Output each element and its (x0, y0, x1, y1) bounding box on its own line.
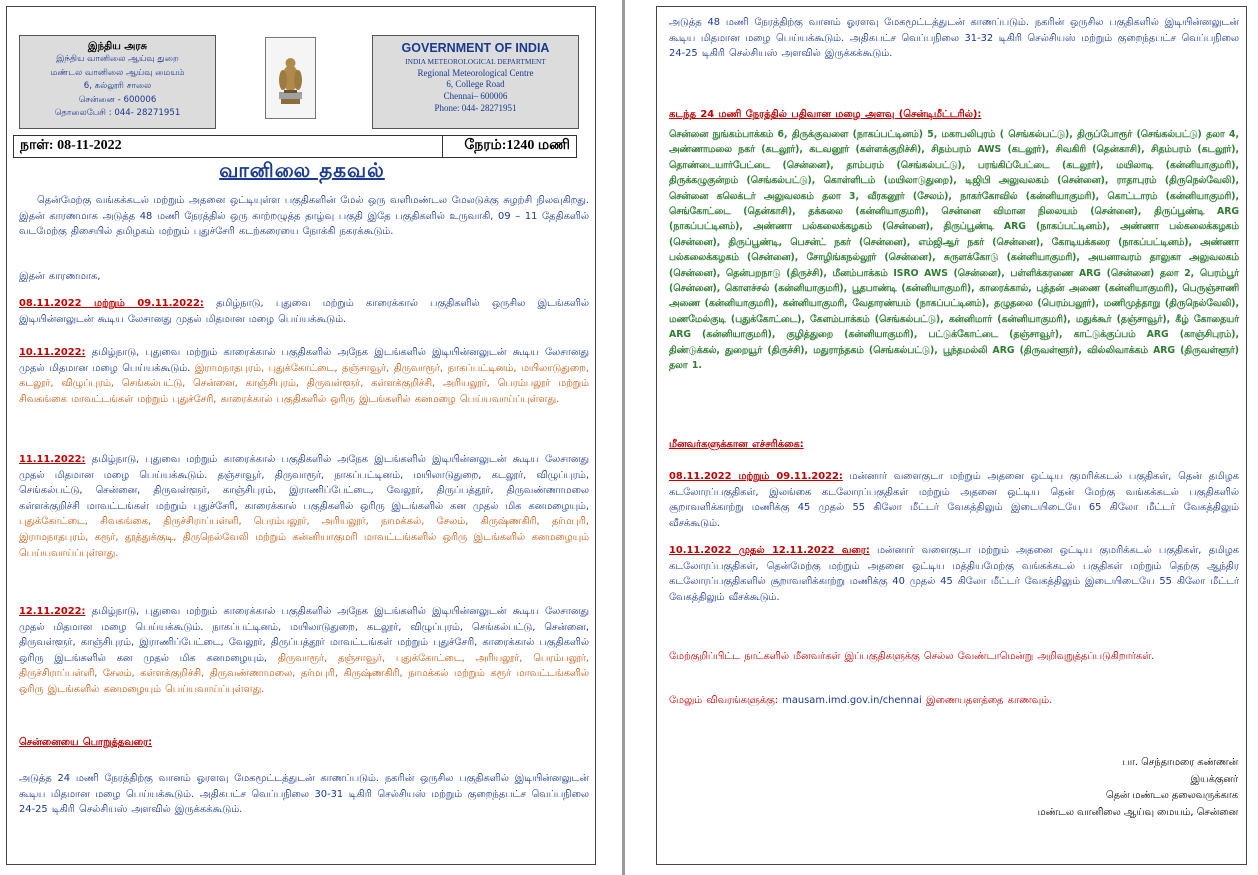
warning-text: மன்னார் வளைகுடா மற்றும் அதனை ஒட்டிய குமரிக்கடல் பகுதிகள், தென் தமிழக கடலோரப்பகுதிகள், இலங்கை கடலோரப்பகுதிகள் மற்றும் அதனை ஒட்டிய தென் மேற்கு வங்கக்கடல் பகுதிகளில் சூறாவளிக்காற்று மணிக்கு 45 முதல் 55 கிலோ மீட்டர் வேகத்திலும் இடையிடையே 65 கிலோ மீட்டர் வேகத்திலும் வீசக்கூடும். (669, 471, 1239, 529)
website-link[interactable]: mausam.imd.gov.in/chennai (782, 695, 922, 706)
header-line: Regional Meteorological Centre (417, 67, 534, 78)
fishermen-warning-1 (669, 469, 1239, 531)
header-english-address (372, 35, 579, 129)
header-line: Chennai– 600006 (443, 91, 508, 102)
cause-line: இதன் காரணமாக, (19, 271, 101, 282)
date-time-bar (13, 135, 577, 158)
divider (442, 136, 443, 157)
forecast-text: தமிழ்நாடு, புதுவை மற்றும் காரைக்கால் பகுதிகளில் அநேக இடங்களில் இடியின்னலுடன் கூடிய லேசானது முதல் மிதமான மழை பெய்யக்கூடும். நாகப்பட்டினம், மயிலாடுதுறை, கடலூர், விழுப்புரம், செங்கல்பட்டு, சென்னை, திருவள்ளூர், காஞ்சிபுரம், இராணிப்பேட்டை, வேலூர், திருப்பத்தூர் மாவட்டங்கள் மற்றும் புதுச்சேரி, காரைக்கால் பகுதிகளில் ஒரிரு இடங்களில் கன முதல் மிக கனமழையும், (19, 606, 589, 664)
signatory-name: பா. செந்தாமரை கண்ணன் (1122, 757, 1238, 768)
forecast-text: தமிழ்நாடு, புதுவை மற்றும் காரைக்கால் பகுதிகளில் அநேக இடங்களில் இடியின்னலுடன் கூடிய லேசானது முதல் மிதமான மழை பெய்யக்கூடும். (19, 347, 589, 374)
signatory-office: மண்டல வானிலை ஆய்வு மையம், சென்னை (1037, 806, 1238, 818)
forecast-text: தமிழ்நாடு, புதுவை மற்றும் காரைக்கால் பகுதிகளில் ஒருசில இடங்களில் இடியின்னலுடன் கூடிய லேசானது முதல் மிதமான மழை பெய்யக்கூடும். (19, 298, 589, 325)
header-tamil-address (19, 35, 216, 129)
intro-paragraph: தென்மேற்கு வங்கக்கடல் மற்றும் அதனை ஒட்டியுள்ள பகுதிகளின் மேல் ஒரு வளிமண்டல மேலடுக்கு சுழற்சி நிலவுகிறது. இதன் காரணமாக அடுத்த 48 மணி நேரத்தில் ஒரு காற்றழுத்த தாழ்வு பகுதி இதே பகுதிகளில் உருவாகி, 09 – 11 தேதிகளில் வடமேற்கு திசையில் தமிழகம் மற்றும் புதுச்சேரி கடற்கரையை நோக்கி நகரக்கூடும். (19, 195, 589, 238)
more-info-line (669, 693, 1239, 709)
forecast-date: 10.11.2022: (19, 347, 86, 358)
page-title: வானிலை தகவல் (219, 158, 385, 182)
ashoka-emblem-icon (265, 37, 316, 119)
heavy-rain-text: திருவாரூர், தஞ்சாவூர், புதுக்கோட்டை, அரியலூர், பெரம்பலூர், திருச்சிராப்பள்ளி, சேலம், கள்ளக்குறிச்சி, திருவண்ணாமலை, தர்மபுரி, கிருஷ்ணகிரி, நாமக்கல் மற்றும் கரூர் மாவட்டங்களில் ஒரிரு இடங்களில் கனமழையும் பெய்யவாய்ப்புள்ளது. (19, 652, 590, 695)
header-line: சென்னை - 600006 (78, 94, 157, 105)
heavy-rain-text: இராமநாதபுரம், புதுக்கோட்டை, தஞ்சாவூர், திருவாரூர், நாகப்பட்டினம், மயிலாடுதுறை, கடலூர், விழுப்புரம், செங்கல்பட்டு, சென்னை, காஞ்சிபுரம், திருவள்ளூர், கள்ளக்குறிச்சி, அரியலூர், பெரம்பலூர் மற்றும் சிவகங்கை மாவட்டங்கள் மற்றும் புதுச்சேரி, காரைக்கால் பகுதிகளில் ஒரிரு இடங்களில் கனமழை பெய்யவாய்ப்புள்ளது. (19, 362, 589, 405)
forecast-day-1 (19, 296, 589, 327)
chennai-heading: சென்னையை பொறுத்தவரை: (19, 737, 153, 748)
header-line: INDIA METEOROLOGICAL DEPARTMENT (405, 57, 546, 66)
header-line: 6, College Road (446, 79, 505, 90)
forecast-date: 08.11.2022 மற்றும் 09.11.2022: (19, 298, 204, 309)
fishermen-advice: மேற்குறிப்பிட்ட நாட்களில் மீனவர்கள் இப்பகுதிகளுக்கு செல்ல வேண்டாமென்று அறிவுறுத்தப்படுகிறார்கள். (669, 651, 1155, 662)
forecast-day-4 (19, 604, 589, 698)
document-page-2 (656, 6, 1247, 865)
warning-date: 10.11.2022 முதல் 12.11.2022 வரை: (669, 545, 870, 556)
forecast-text: தமிழ்நாடு, புதுவை மற்றும் காரைக்கால் பகுதிகளில் அநேக இடங்களில் இடியின்னலுடன் கூடிய லேசானது முதல் மிதமான மழை பெய்யக்கூடும். தஞ்சாவூர், திருவாரூர், நாகப்பட்டினம், மயிலாடுதுறை, கடலூர், விழுப்புரம், செங்கல்பட்டு, சென்னை, திருவள்ளூர், காஞ்சிபுரம், இராணிப்பேட்டை, வேலூர், திருப்பத்தூர், திருவண்ணாமலை கள்ளக்குறிச்சி மாவட்டங்கள் மற்றும் புதுச்சேரி, காரைக்கால் பகுதிகளில் ஒரிரு இடங்களில் கன முதல் மிக கனமழையும், (19, 454, 589, 512)
header-line: GOVERNMENT OF INDIA (401, 41, 550, 55)
rainfall-heading: கடந்த 24 மணி நேரத்தில் பதிவான மழை அளவு (சென்டிமீட்டரில்): (669, 109, 982, 120)
header-line: இந்திய அரசு (87, 41, 148, 52)
fishermen-warning-2 (669, 543, 1239, 605)
forecast-day-2 (19, 345, 589, 407)
signature-block (938, 755, 1238, 821)
more-info-suffix: இணையதளத்தை காணவும். (921, 695, 1053, 706)
chennai-forecast: அடுத்த 24 மணி நேரத்திற்கு வானம் ஓரளவு மேகமூட்டத்துடன் காணப்படும். நகரின் ஒருசில பகுதிகளில் இடியின்னலுடன் கூடிய மிதமான மழை பெய்யக்கூடும். அதிகபட்ச வெப்பநிலை 30-31 டிகிரி செல்சியஸ் மற்றும் குறைந்தபட்ச வெப்பநிலை 24-25 டிகிரி செல்சியஸ் அளவில் இருக்கக்கூடும். (19, 773, 589, 816)
chennai-48h-forecast: அடுத்த 48 மணி நேரத்திற்கு வானம் ஓரளவு மேகமூட்டத்துடன் காணப்படும். நகரின் ஒருசில பகுதிகளில் இடியின்னலுடன் கூடிய மிதமான மழை பெய்யக்கூடும். அதிகபட்ச வெப்பநிலை 31-32 டிகிரி செல்சியஸ் மற்றும் குறைந்தபட்ச வெப்பநிலை 24-25 டிகிரி செல்சியஸ் அளவில் இருக்கக்கூடும். (669, 17, 1239, 60)
header-line: Phone: 044- 28271951 (434, 102, 517, 113)
heavy-rain-text: புதுக்கோட்டை, சிவகங்கை, திருச்சிராப்பள்ளி, பெரம்பலூர், அரியலூர், நாமக்கல், சேலம், கிருஷ்ணகிரி, தர்மபுரி, இராமநாதபுரம், கரூர், தூத்துக்குடி, திருநெல்வேலி மற்றும் கன்னியாகுமரி மாவட்டங்களில் ஒரிரு இடங்களில் கனமழையும் பெய்யவாய்ப்புள்ளது. (19, 516, 589, 559)
header-line: மண்டல வானிலை ஆய்வு மையம் (50, 67, 185, 78)
signatory-role: தென் மண்டல தலைவருக்காக (1105, 790, 1238, 802)
page-separator (622, 0, 625, 875)
warning-text: மன்னார் வளைகுடா மற்றும் அதனை ஒட்டிய குமரிக்கடல் பகுதிகள், தமிழக கடலோரப்பகுதிகள், தென்மேற்கு மற்றும் அதனை ஒட்டிய மத்தியமேற்கு வங்கக்கடல் பகுதிகள் மற்றும் தெற்கு ஆந்திர கடலோரப்பகுதிகளில் சூறாவளிக்காற்று மணிக்கு 40 முதல் 45 கிலோ மீட்டர் வேகத்திலும் இடையிடையே 55 கிலோ மீட்டர் வேகத்திலும் வீசக்கூடும். (669, 545, 1240, 603)
forecast-date: 11.11.2022: (19, 454, 86, 465)
rainfall-list: சென்னை நுங்கம்பாக்கம் 6, திருக்குவளை (நாகப்பட்டினம்) 5, மகாபலிபுரம் ( செங்கல்பட்டு), திருப்போரூர் (செங்கல்பட்டு) தலா 4, அண்ணாமலை நகர் (கடலூர்), கடவனூர் (கள்ளக்குறிச்சி), சிதம்பரம் AWS (கடலூர்), சிவகிரி (தென்காசி), சிதம்பரம் (கடலூர்), தொண்டையார்பேட்டை (சென்னை), தாம்பரம் (செங்கல்பட்டு), பரங்கிப்பேட்டை (கடலூர்), மயிலாடி (கன்னியாகுமரி), திருக்கழுகுன்றம் (செங்கல்பட்டு), கொள்ளிடம் (மயிலாடுதுறை), டிஜிபி அலுவலகம் (சென்னை), ராதாபுரம் (திருநெல்வேலி), சென்னை கலெக்டர் அலுவலகம் தலா 3, வீரகனூர் (சேலம்), நாகர்கோவில் (கன்னியாகுமரி), கொட்டாரம் (கன்னியாகுமரி), செங்கோட்டை (தென்காசி), தக்கலை (கன்னியாகுமரி), சென்னை விமான நிலையம் (சென்னை), திருப்பூண்டி ARG (நாகப்பட்டினம்), அண்ணா பல்கலைக்கழகம் (சென்னை), திருப்பூண்டி ARG (நாகப்பட்டினம்), அண்ணா பல்கலைக்கழகம் (சென்னை), திருப்பூண்டி, பெசன்ட் நகர் (சென்னை), எம்ஜிஆர் நகர் (சென்னை), கோடியக்கரை (நாகப்பட்டினம்), அண்ணா பல்கலைக்கழகம் (சென்னை), சோழிங்கநல்லூர் (சென்னை), சுருளக்கோடு (கன்னியாகுமரி), அயனாவரம் தாலுகா அலுவலகம் (சென்னை), தென்பறநாடு (திருச்சி), மீனம்பாக்கம் ISRO AWS (சென்னை), பள்ளிக்கரணை ARG (சென்னை) தலா 2, பெரம்பூர் (சென்னை), கொளச்சல் (கன்னியாகுமரி), பூதபாண்டி (கன்னியாகுமரி), காரைக்கால், புத்தன் அணை (கன்னியாகுமரி), பெருஞ்சாணி அணை (கன்னியாகுமரி), கன்னியாகுமரி, வேதாரண்யம் (நாகப்பட்டினம்), தழுதலை (பெரம்பலூர்), மணிமுத்தாறு (திருநெல்வேலி), மணமேல்குடி (புதுக்கோட்டை), கேளம்பாக்கம் (செங்கல்பட்டு), கன்னிமார் (கன்னியாகுமரி), மதுக்கூர் (தஞ்சாவூர்), கீழ் கோதையர் ARG (கன்னியாகுமரி), குழித்துறை (கன்னியாகுமரி), பட்டுக்கோட்டை (தஞ்சாவூர்), காட்டுக்குப்பம் ARG (காஞ்சிபுரம்), திண்டுக்கல், துறையூர் (திருச்சி), மதுராந்தகம் (செங்கல்பட்டு), பூந்தமல்லி ARG (திருவள்ளூர்), வில்லிவாக்கம் ARG (திருவள்ளூர்) தலா 1. (669, 129, 1239, 372)
fishermen-warning-heading: மீனவர்களுக்கான எச்சரிக்கை: (669, 439, 804, 450)
bulletin-date: நாள்: 08-11-2022 (20, 138, 122, 153)
signatory-title: இயக்குனர் (1190, 773, 1238, 785)
document-page-1 (6, 6, 596, 865)
forecast-date: 12.11.2022: (19, 606, 86, 617)
forecast-day-3 (19, 452, 589, 561)
warning-date: 08.11.2022 மற்றும் 09.11.2022: (669, 471, 843, 482)
header-line: தொலைபேசி : 044- 28271951 (54, 108, 181, 119)
header-line: 6, கல்லூரி சாலை (83, 81, 152, 92)
header-line: இந்திய வானிலை ஆய்வு துறை (56, 54, 179, 65)
more-info-prefix: மேலும் விவரங்களுக்கு: (669, 695, 783, 706)
bulletin-time: நேரம்:1240 மணி (464, 138, 570, 153)
